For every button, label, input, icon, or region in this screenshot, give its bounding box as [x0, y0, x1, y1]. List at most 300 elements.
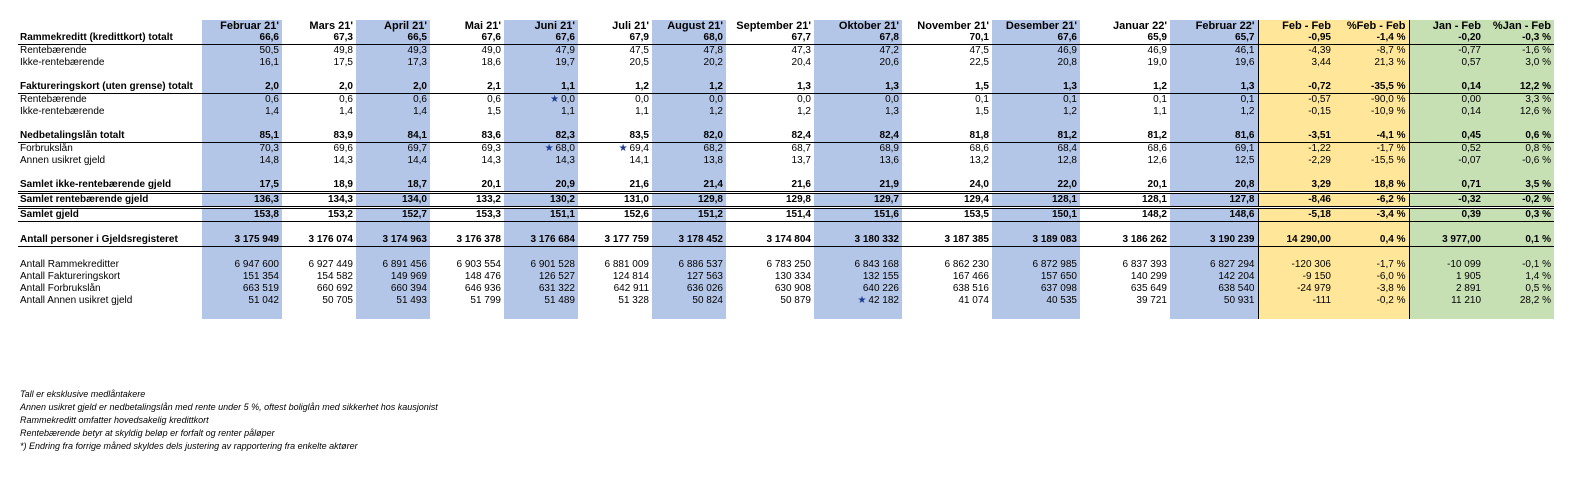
table-row	[18, 193, 1554, 208]
footnotes	[20, 388, 438, 453]
value-text: 84,1	[407, 130, 427, 141]
value-cell	[1080, 45, 1170, 58]
value-cell	[1170, 94, 1258, 107]
spacer-cell	[992, 167, 1080, 179]
value-cell	[202, 143, 282, 156]
table-row	[18, 259, 1554, 271]
row-label: Faktureringskort (uten grense) totalt	[18, 81, 202, 94]
value-text: 81,6	[1235, 130, 1255, 141]
value-text: 0,1	[1153, 94, 1167, 105]
row-label: Antall Annen usikret gjeld	[20, 295, 133, 306]
value-cell	[430, 295, 504, 307]
change-cell: -3,4 %	[1334, 208, 1409, 222]
value-cell	[992, 45, 1080, 58]
spacer-cell	[726, 69, 814, 81]
value-text: 3 189 083	[1032, 234, 1077, 245]
value-cell	[726, 32, 814, 45]
value-text: 1,1	[635, 106, 649, 117]
spacer-cell	[652, 118, 726, 130]
value-text: 0,0	[797, 94, 811, 105]
value-cell	[992, 57, 1080, 69]
value-text: 22,0	[1057, 179, 1077, 190]
value-text: 21,9	[879, 179, 899, 190]
spacer-cell	[18, 307, 202, 319]
value-text: 65,9	[1147, 32, 1167, 43]
change-cell: 1,4 %	[1484, 271, 1554, 283]
value-cell	[202, 193, 282, 208]
spacer-row	[18, 247, 1554, 260]
spacer-row	[18, 307, 1554, 319]
value-text: 152,6	[623, 209, 649, 220]
table-row	[18, 130, 1554, 143]
spacer-cell	[992, 307, 1080, 319]
value-cell	[992, 193, 1080, 208]
value-text: 12,5	[1235, 155, 1255, 166]
value-text: 3 180 332	[854, 234, 899, 245]
change-cell: -6,0 %	[1334, 271, 1409, 283]
value-cell	[430, 130, 504, 143]
value-cell	[430, 283, 504, 295]
value-cell	[902, 193, 992, 208]
value-text: 148 476	[464, 271, 501, 282]
value-cell	[578, 179, 652, 193]
value-cell	[992, 259, 1080, 271]
change-cell: 1 905	[1409, 271, 1484, 283]
value-text: 67,3	[333, 32, 353, 43]
value-cell	[578, 193, 652, 208]
change-cell: 0,4 %	[1334, 234, 1409, 247]
value-cell	[504, 143, 578, 156]
spacer-cell	[504, 307, 578, 319]
spacer-cell	[356, 222, 430, 235]
value-cell	[578, 283, 652, 295]
change-cell: -1,4 %	[1334, 32, 1409, 45]
value-cell	[652, 155, 726, 167]
value-cell	[430, 106, 504, 118]
value-text: 6 891 456	[382, 259, 427, 270]
value-cell	[202, 155, 282, 167]
spacer-cell	[652, 247, 726, 260]
change-cell: -0,3 %	[1484, 32, 1554, 45]
value-cell	[902, 106, 992, 118]
month-header: Mai 21'	[464, 20, 501, 32]
value-cell	[356, 155, 430, 167]
value-text: 51 328	[618, 295, 649, 306]
spacer-row	[18, 118, 1554, 130]
spacer-cell	[902, 69, 992, 81]
value-cell	[902, 259, 992, 271]
value-text: 83,5	[629, 130, 649, 141]
value-text: 0,0	[635, 94, 649, 105]
change-cell: -15,5 %	[1334, 155, 1409, 167]
change-cell: 3,5 %	[1484, 179, 1554, 193]
value-text: 13,2	[969, 155, 989, 166]
change-cell: -0,20	[1409, 32, 1484, 45]
value-text: 1,2	[635, 81, 649, 92]
value-cell	[992, 208, 1080, 222]
value-cell	[578, 130, 652, 143]
change-cell: -111	[1258, 295, 1334, 307]
value-text: 6 783 250	[766, 259, 811, 270]
value-text: 47,9	[555, 45, 575, 56]
value-text: 68,0	[555, 143, 575, 154]
row-label: Antall Forbrukslån	[20, 283, 101, 294]
value-text: 0,6	[339, 94, 353, 105]
value-text: 630 908	[774, 283, 811, 294]
change-cell: -0,6 %	[1484, 155, 1554, 167]
value-text: 2,0	[265, 81, 279, 92]
value-text: 16,1	[259, 57, 279, 68]
month-header: Februar 22'	[1170, 20, 1258, 32]
row-label: Ikke-rentebærende	[20, 57, 105, 68]
value-text: 51 493	[396, 295, 427, 306]
value-text: 17,5	[333, 57, 353, 68]
spacer-cell	[18, 69, 202, 81]
value-text: 1,2	[797, 106, 811, 117]
value-cell	[652, 271, 726, 283]
value-cell	[504, 259, 578, 271]
value-cell	[504, 81, 578, 94]
row-label: Rentebærende	[20, 45, 87, 56]
value-cell	[652, 106, 726, 118]
value-cell	[1080, 106, 1170, 118]
value-cell	[504, 155, 578, 167]
spacer-cell	[504, 167, 578, 179]
value-text: 6 901 528	[530, 259, 575, 270]
value-text: 660 394	[390, 283, 427, 294]
value-cell	[1170, 283, 1258, 295]
value-text: 154 582	[316, 271, 353, 282]
month-header: November 21'	[917, 20, 989, 32]
value-cell	[1080, 271, 1170, 283]
value-cell	[430, 193, 504, 208]
spacer-cell	[578, 69, 652, 81]
value-cell	[578, 81, 652, 94]
value-cell	[652, 32, 726, 45]
value-cell	[652, 234, 726, 247]
spacer-cell	[504, 118, 578, 130]
value-cell	[282, 94, 356, 107]
value-cell	[726, 155, 814, 167]
value-cell	[1170, 234, 1258, 247]
value-text: 0,0	[561, 94, 575, 105]
value-text: 1,1	[1153, 106, 1167, 117]
value-cell	[652, 57, 726, 69]
value-text: 157 650	[1040, 271, 1077, 282]
value-text: 148,2	[1141, 209, 1167, 220]
table-row	[18, 271, 1554, 283]
value-text: 6 886 537	[678, 259, 723, 270]
change-cell: 0,1 %	[1484, 234, 1554, 247]
value-cell	[814, 193, 902, 208]
value-cell	[1080, 234, 1170, 247]
change-cell: 0,3 %	[1484, 208, 1554, 222]
change-cell: 0,45	[1409, 130, 1484, 143]
value-text: 134,0	[401, 194, 427, 205]
value-cell	[430, 259, 504, 271]
value-text: 136,3	[253, 194, 279, 205]
value-text: 68,0	[703, 32, 723, 43]
row-label: Ikke-rentebærende	[20, 106, 105, 117]
value-cell	[814, 179, 902, 193]
value-cell	[504, 45, 578, 58]
value-text: 129,8	[785, 194, 811, 205]
spacer-cell	[652, 69, 726, 81]
change-cell: 3 977,00	[1409, 234, 1484, 247]
value-cell	[282, 193, 356, 208]
value-text: 24,0	[969, 179, 989, 190]
value-cell	[652, 259, 726, 271]
change-cell: -10,9 %	[1334, 106, 1409, 118]
value-cell	[282, 283, 356, 295]
value-cell	[356, 208, 430, 222]
spacer-cell	[202, 167, 282, 179]
spacer-cell	[902, 247, 992, 260]
value-cell	[356, 57, 430, 69]
value-cell	[356, 143, 430, 156]
value-text: 20,4	[791, 57, 811, 68]
value-cell	[652, 81, 726, 94]
row-label: Antall Rammekreditter	[20, 259, 119, 270]
value-cell	[992, 155, 1080, 167]
change-cell: -10 099	[1409, 259, 1484, 271]
value-cell	[356, 106, 430, 118]
spacer-cell	[726, 118, 814, 130]
value-text: 66,5	[407, 32, 427, 43]
value-text: 131,0	[623, 194, 649, 205]
value-text: 20,2	[703, 57, 723, 68]
value-cell	[282, 106, 356, 118]
value-cell	[902, 81, 992, 94]
month-header: April 21'	[356, 20, 430, 32]
spacer-cell	[1080, 247, 1170, 260]
value-text: 82,4	[791, 130, 811, 141]
spacer-cell	[1409, 247, 1484, 260]
value-cell	[202, 259, 282, 271]
spacer-cell	[1170, 247, 1258, 260]
change-cell: -0,95	[1258, 32, 1334, 45]
value-cell	[814, 295, 902, 307]
value-cell	[356, 81, 430, 94]
change-header: %Jan - Feb	[1484, 20, 1554, 32]
spacer-cell	[1334, 307, 1409, 319]
row-label: Rammekreditt (kredittkort) totalt	[18, 32, 202, 45]
value-cell	[504, 193, 578, 208]
value-cell	[814, 234, 902, 247]
value-text: 47,5	[969, 45, 989, 56]
value-text: 0,1	[1063, 94, 1077, 105]
value-text: 133,2	[475, 194, 501, 205]
spacer-cell	[726, 167, 814, 179]
spacer-cell	[1409, 307, 1484, 319]
value-text: 13,8	[703, 155, 723, 166]
value-text: 0,6	[487, 94, 501, 105]
value-cell	[1170, 106, 1258, 118]
value-text: 6 881 009	[604, 259, 649, 270]
value-cell	[202, 106, 282, 118]
spacer-cell	[202, 222, 282, 235]
value-text: 19,0	[1147, 57, 1167, 68]
change-cell: 3,29	[1258, 179, 1334, 193]
value-cell	[578, 94, 652, 107]
value-text: 1,5	[975, 106, 989, 117]
value-cell	[726, 143, 814, 156]
value-cell	[726, 234, 814, 247]
value-cell	[992, 179, 1080, 193]
change-cell: -0,57	[1258, 94, 1334, 107]
value-text: 151 354	[242, 271, 279, 282]
spacer-cell	[1080, 118, 1170, 130]
change-cell: -9 150	[1258, 271, 1334, 283]
change-cell: -35,5 %	[1334, 81, 1409, 94]
value-text: 0,0	[709, 94, 723, 105]
value-cell	[726, 283, 814, 295]
value-cell	[504, 94, 578, 107]
value-cell	[282, 179, 356, 193]
spacer-cell	[18, 247, 202, 260]
value-cell	[652, 283, 726, 295]
spacer-cell	[1484, 307, 1554, 319]
spacer-cell	[902, 222, 992, 235]
spacer-cell	[992, 222, 1080, 235]
value-text: 151,4	[785, 209, 811, 220]
value-text: 21,6	[629, 179, 649, 190]
value-cell	[578, 57, 652, 69]
value-text: 635 649	[1130, 283, 1167, 294]
value-text: 128,1	[1141, 194, 1167, 205]
value-text: 2,0	[339, 81, 353, 92]
value-cell	[652, 143, 726, 156]
footnote-line: Rammekreditt omfatter hovedsakelig kredittkort	[20, 415, 209, 425]
value-text: 14,3	[555, 155, 575, 166]
value-cell	[814, 81, 902, 94]
value-text: 1,5	[975, 81, 989, 92]
value-cell	[356, 295, 430, 307]
spacer-cell	[430, 247, 504, 260]
value-text: 660 692	[316, 283, 353, 294]
value-text: 83,6	[481, 130, 501, 141]
value-cell	[1170, 208, 1258, 222]
value-text: 50 705	[322, 295, 353, 306]
value-text: 6 862 230	[944, 259, 989, 270]
spacer-cell	[282, 307, 356, 319]
table-row	[18, 81, 1554, 94]
value-text: 6 872 985	[1032, 259, 1077, 270]
value-cell	[282, 271, 356, 283]
spacer-cell	[356, 167, 430, 179]
table-row	[18, 283, 1554, 295]
spacer-cell	[1334, 222, 1409, 235]
value-cell	[1080, 130, 1170, 143]
footnote-line: Tall er eksklusive medlåntakere	[20, 389, 146, 399]
value-cell	[814, 271, 902, 283]
spacer-cell	[1258, 118, 1334, 130]
spacer-cell	[202, 307, 282, 319]
value-cell	[726, 193, 814, 208]
spacer-cell	[1170, 69, 1258, 81]
change-cell: 3,3 %	[1484, 94, 1554, 107]
value-text: 14,1	[629, 155, 649, 166]
value-cell	[1080, 193, 1170, 208]
change-cell: -8,7 %	[1334, 45, 1409, 58]
value-text: 20,1	[481, 179, 501, 190]
value-cell	[1080, 283, 1170, 295]
value-text: 3 186 262	[1122, 234, 1167, 245]
spacer-cell	[1258, 307, 1334, 319]
value-cell	[202, 57, 282, 69]
spacer-cell	[1170, 167, 1258, 179]
value-text: 3 187 385	[944, 234, 989, 245]
value-cell	[504, 57, 578, 69]
change-cell: -120 306	[1258, 259, 1334, 271]
spacer-cell	[1484, 118, 1554, 130]
value-text: 6 927 449	[308, 259, 353, 270]
value-cell	[726, 179, 814, 193]
spacer-cell	[902, 167, 992, 179]
value-cell	[1170, 81, 1258, 94]
value-text: 69,1	[1235, 143, 1255, 154]
value-text: 3 177 759	[604, 234, 649, 245]
change-cell: -0,2 %	[1334, 295, 1409, 307]
month-header: Juli 21'	[612, 20, 649, 32]
value-cell	[814, 130, 902, 143]
value-text: 67,6	[481, 32, 501, 43]
value-cell	[902, 179, 992, 193]
value-text: 13,7	[791, 155, 811, 166]
footnote-line: *) Endring fra forrige måned skyldes dels justering av rapportering fra enkelte aktører	[20, 441, 358, 451]
spacer-cell	[202, 69, 282, 81]
value-text: 130 334	[774, 271, 811, 282]
change-cell: 11 210	[1409, 295, 1484, 307]
value-cell	[814, 283, 902, 295]
value-cell	[504, 106, 578, 118]
footnote-line: Rentebærende betyr at skyldig beløp er forfalt og renter påløper	[20, 428, 275, 438]
change-cell: 0,14	[1409, 106, 1484, 118]
value-text: 14,3	[333, 155, 353, 166]
value-cell	[1080, 179, 1170, 193]
table-row	[18, 208, 1554, 222]
value-text: 153,5	[963, 209, 989, 220]
value-text: 1,2	[709, 106, 723, 117]
spacer-cell	[282, 222, 356, 235]
value-cell	[814, 155, 902, 167]
value-cell	[726, 57, 814, 69]
value-text: 153,2	[327, 209, 353, 220]
value-cell	[578, 32, 652, 45]
month-header: September 21'	[736, 20, 811, 32]
value-text: 6 843 168	[854, 259, 899, 270]
value-text: 14,4	[407, 155, 427, 166]
spacer-cell	[814, 222, 902, 235]
value-text: 69,6	[333, 143, 353, 154]
value-text: 67,7	[791, 32, 811, 43]
value-cell	[282, 295, 356, 307]
spacer-cell	[356, 247, 430, 260]
value-cell	[356, 32, 430, 45]
change-header: Jan - Feb	[1409, 20, 1484, 32]
value-text: 1,4	[339, 106, 353, 117]
value-cell	[578, 143, 652, 156]
value-cell	[992, 106, 1080, 118]
change-cell: -1,22	[1258, 143, 1334, 156]
value-text: 3 176 074	[308, 234, 353, 245]
value-cell	[726, 208, 814, 222]
spacer-cell	[18, 167, 202, 179]
value-cell	[282, 143, 356, 156]
value-cell	[814, 57, 902, 69]
value-cell	[652, 179, 726, 193]
value-cell	[356, 271, 430, 283]
